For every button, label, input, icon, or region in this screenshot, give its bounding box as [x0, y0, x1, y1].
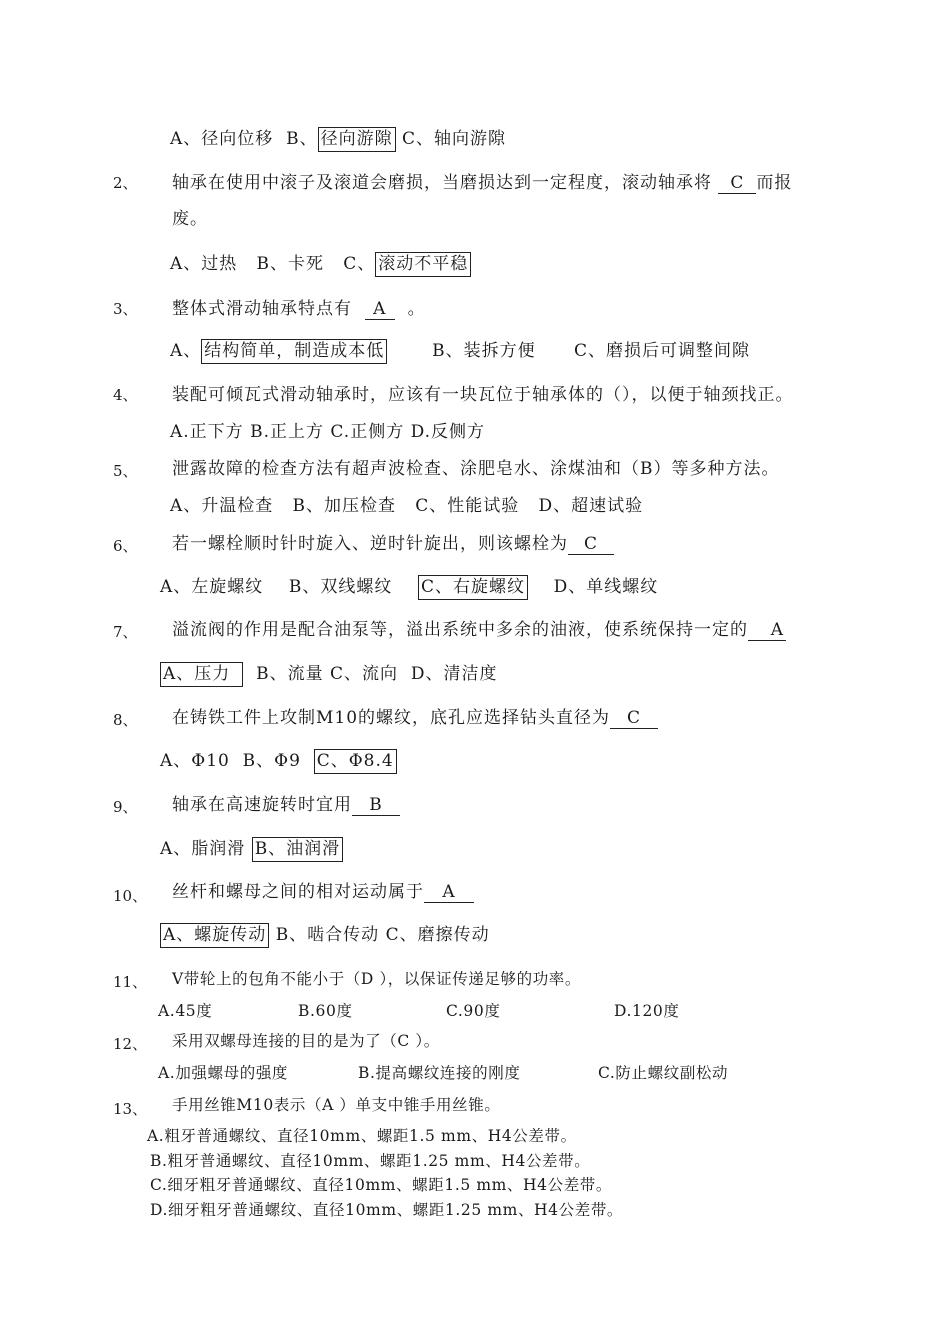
q12-options [158, 1061, 728, 1085]
q7-answer-blank: A [748, 620, 786, 641]
q7-options [160, 662, 497, 686]
option-b: B、Φ9 [242, 751, 301, 771]
q4-options [170, 420, 485, 444]
q4-text: 装配可倾瓦式滑动轴承时，应该有一块瓦位于轴承体的（），以便于轴颈找正。 [172, 385, 794, 405]
q9-answer-blank: B [352, 795, 400, 816]
option-a-boxed-answer: A、压力 [160, 662, 243, 687]
q10-question [172, 880, 474, 904]
q5-text: 泄露故障的检查方法有超声波检查、涂肥皂水、涂煤油和（B）等多种方法。 [172, 459, 780, 479]
q10-number: 10、 [113, 887, 148, 905]
option-b: B、双线螺纹 [288, 577, 393, 597]
option-c: C.正侧方 [330, 422, 405, 442]
q13-text: 手用丝锥M10表示（A ）单支中锥手用丝锥。 [172, 1096, 501, 1114]
option-d: D.120度 [614, 1002, 680, 1020]
option-c-boxed-answer: C、Φ8.4 [314, 749, 397, 774]
q6-options [160, 575, 658, 599]
option-b: B、啮合传动 [275, 925, 380, 945]
q13-option-c: C.细牙粗牙普通螺纹、直径10mm、螺距1.5 mm、H4公差带。 [150, 1176, 613, 1194]
q6-answer-blank: C [568, 534, 614, 555]
q8-text: 在铸铁工件上攻制M10的螺纹，底孔应选择钻头直径为 [172, 708, 611, 728]
option-b: B.提高螺纹连接的刚度 [358, 1064, 521, 1082]
option-c: C、性能试验 [415, 496, 520, 516]
option-b: B、加压检查 [292, 496, 396, 516]
option-c: C、流向 [330, 664, 399, 684]
option-c: C.90度 [446, 1002, 501, 1020]
q2-text-cont: 废。 [172, 209, 208, 229]
option-a-boxed-answer: A、螺旋传动 [160, 923, 269, 948]
option-b-boxed-answer: 径向游隙 [318, 127, 396, 152]
q8-number: 8、 [113, 711, 138, 729]
q12-text: 采用双螺母连接的目的是为了（C ）。 [172, 1032, 440, 1050]
q12-number: 12、 [113, 1035, 148, 1053]
q2-text-after: 而报 [756, 173, 793, 193]
q8-answer-blank: C [610, 708, 658, 729]
q3-answer-blank: A [365, 299, 395, 320]
q9-text: 轴承在高速旋转时宜用 [172, 795, 352, 815]
option-c: C、磨损后可调整间隙 [574, 341, 751, 361]
q7-question [172, 618, 786, 642]
q7-text: 溢流阀的作用是配合油泵等，溢出系统中多余的油液，使系统保持一定的 [172, 620, 748, 640]
q3-number: 3、 [113, 300, 138, 318]
option-b: B.60度 [298, 1002, 353, 1020]
q13-option-a: A.粗牙普通螺纹、直径10mm、螺距1.5 mm、H4公差带。 [147, 1127, 577, 1145]
q2-options [170, 252, 471, 276]
q5-number: 5、 [113, 462, 138, 480]
q3-text: 整体式滑动轴承特点有 [172, 299, 352, 319]
q10-answer-blank: A [424, 882, 474, 903]
option-a: A.45度 [158, 1002, 213, 1020]
option-b: B、流量 [256, 664, 324, 684]
q6-number: 6、 [113, 537, 138, 555]
option-b: B、卡死 [256, 254, 324, 274]
q3-text-after: 。 [407, 299, 426, 319]
option-a: A、左旋螺纹 [160, 577, 264, 597]
option-c: C、轴向游隙 [402, 129, 507, 149]
q10-options [160, 923, 490, 947]
q9-options [160, 837, 343, 861]
q4-number: 4、 [113, 386, 138, 404]
q2-question [172, 171, 792, 195]
q6-text: 若一螺栓顺时针时旋入、逆时针旋出，则该螺栓为 [172, 534, 568, 554]
option-d: D.反侧方 [410, 422, 486, 442]
q2-text: 轴承在使用中滚子及滚道会磨损，当磨损达到一定程度，滚动轴承将 [172, 173, 712, 193]
option-c: C.防止螺纹副松动 [598, 1064, 729, 1082]
option-d: D、超速试验 [538, 496, 644, 516]
q9-question [172, 793, 400, 817]
q6-question [172, 532, 614, 556]
option-a-prefix: A、 [170, 341, 202, 361]
q2-number: 2、 [113, 174, 138, 192]
option-a: A.正下方 [170, 422, 244, 442]
option-a-boxed-answer: 结构简单，制造成本低 [201, 339, 387, 364]
option-b: B.正上方 [250, 422, 324, 442]
q1-options [170, 127, 506, 151]
option-c-prefix: C、 [343, 254, 376, 274]
option-d: D、清洁度 [410, 664, 498, 684]
q7-number: 7、 [113, 623, 138, 641]
q8-options [160, 749, 397, 773]
q11-number: 11、 [113, 973, 148, 991]
q13-option-b: B.粗牙普通螺纹、直径10mm、螺距1.25 mm、H4公差带。 [150, 1152, 591, 1170]
q13-number: 13、 [113, 1100, 148, 1118]
option-c: C、磨擦传动 [385, 925, 490, 945]
q13-option-d: D.细牙粗牙普通螺纹、直径10mm、螺距1.25 mm、H4公差带。 [150, 1201, 624, 1219]
q5-options [170, 494, 643, 518]
q2-answer-blank: C [718, 173, 756, 194]
q8-question [172, 706, 658, 730]
option-c-boxed-answer: C、右旋螺纹 [418, 575, 528, 600]
q11-options [158, 999, 680, 1023]
option-a: A、升温检查 [170, 496, 274, 516]
option-a: A、脂润滑 [160, 839, 246, 859]
q3-options [170, 339, 750, 363]
option-a: A、过热 [170, 254, 238, 274]
q3-question [172, 297, 426, 321]
option-b: B、装拆方便 [432, 341, 536, 361]
option-a: A.加强螺母的强度 [158, 1064, 289, 1082]
option-a: A、Φ10 [160, 751, 230, 771]
option-c-boxed-answer: 滚动不平稳 [375, 252, 471, 277]
q11-text: V带轮上的包角不能小于（D ），以保证传递足够的功率。 [172, 970, 581, 988]
option-d: D、单线螺纹 [553, 577, 659, 597]
q10-text: 丝杆和螺母之间的相对运动属于 [172, 882, 424, 902]
q9-number: 9、 [113, 798, 138, 816]
option-a: A、径向位移 [170, 129, 274, 149]
option-b-prefix: B、 [286, 129, 318, 149]
option-b-boxed-answer: B、油润滑 [252, 837, 344, 862]
